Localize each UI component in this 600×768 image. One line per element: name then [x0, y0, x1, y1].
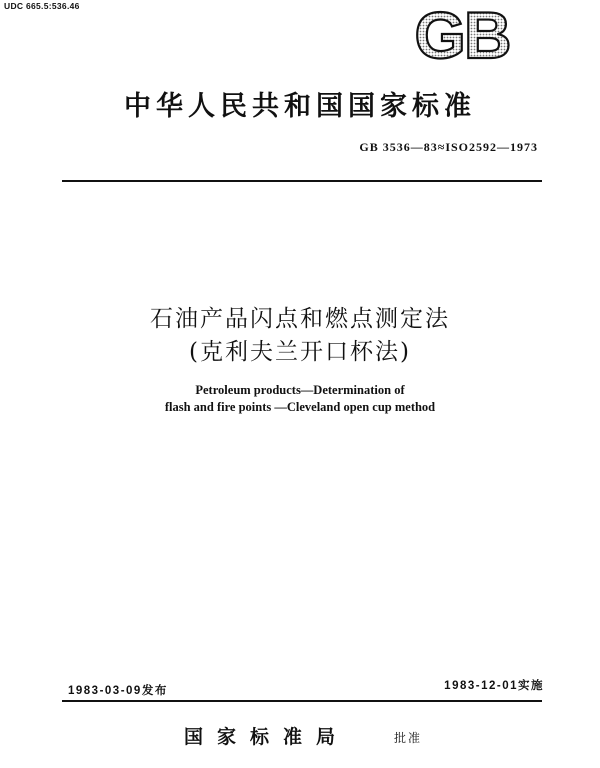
english-title-line-2: flash and fire points —Cleveland open cup method — [164, 400, 436, 414]
standard-number: GB 3536—83≈ISO2592—1973 — [359, 140, 538, 154]
english-title-line-1: Petroleum products—Determination of — [195, 383, 405, 397]
national-standard-title: 中华人民共和国国家标准 — [124, 91, 476, 122]
bottom-rule — [62, 700, 542, 702]
issue-date: 1983-03-09发布 — [68, 685, 168, 697]
chinese-title-line-1: 石油产品闪点和燃点测定法 — [150, 306, 450, 332]
gb-logo-text: GB — [414, 6, 510, 62]
top-rule — [62, 180, 542, 182]
effective-date: 1983-12-01实施 — [444, 680, 544, 692]
gb-logo — [404, 6, 520, 62]
approving-bureau: 国家标准局 — [184, 726, 350, 748]
approval-note: 批准 — [394, 731, 423, 745]
udc-code: UDC 665.5:536.46 — [4, 1, 80, 11]
chinese-title-line-2: (克利夫兰开口杯法) — [189, 339, 411, 365]
